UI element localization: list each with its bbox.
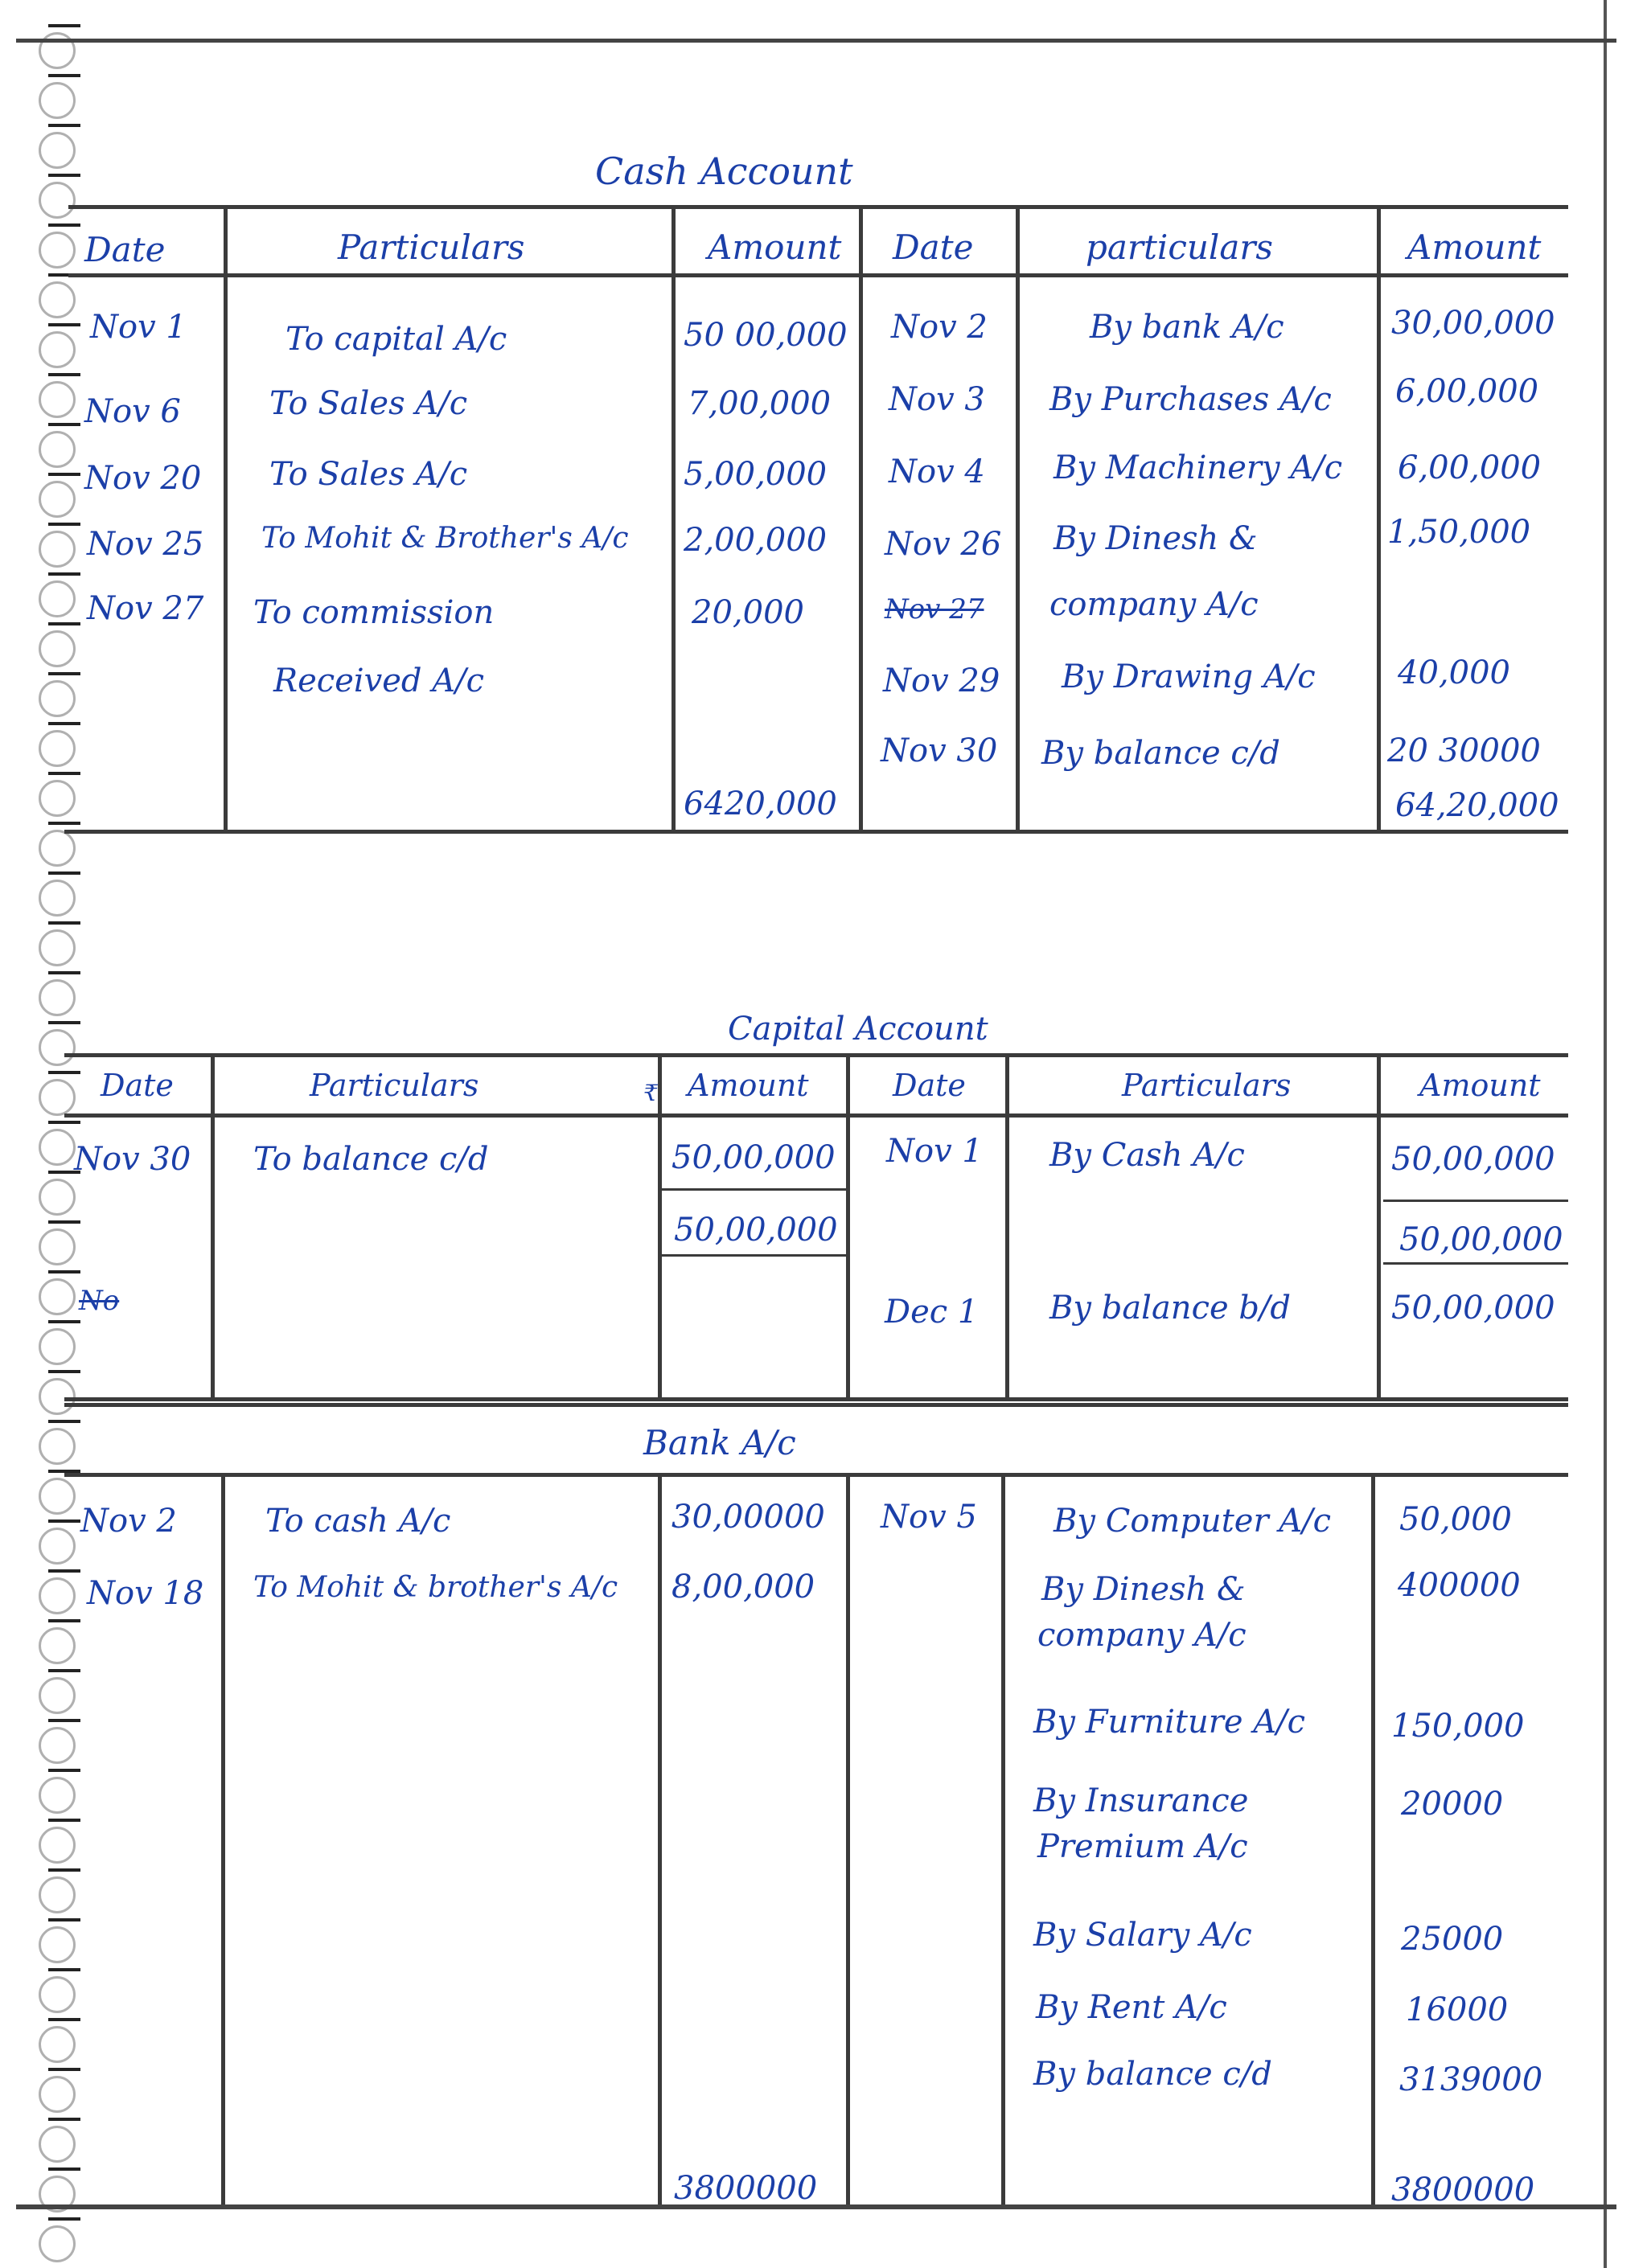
capital-next-date: Dec 1 bbox=[885, 1294, 979, 1331]
bank-credit-amount: 150,000 bbox=[1391, 1708, 1525, 1745]
cash-bottom-rule bbox=[64, 830, 1568, 834]
capital-total-rule bbox=[1383, 1262, 1568, 1265]
capital-col-divider bbox=[658, 1053, 662, 1399]
binding-ring bbox=[39, 2225, 76, 2262]
cash-header-rule bbox=[68, 273, 1568, 277]
cash-credit-amount: 30,00,000 bbox=[1391, 305, 1555, 342]
binding-notch bbox=[48, 1320, 80, 1323]
cash-debit-amount: 2,00,000 bbox=[684, 522, 828, 559]
binding-notch bbox=[48, 1669, 80, 1672]
binding-notch bbox=[48, 2217, 80, 2221]
binding-notch bbox=[48, 1968, 80, 1971]
capital-bottom-rule bbox=[64, 1397, 1568, 1401]
bank-credit-particulars: By Furniture A/c bbox=[1033, 1704, 1306, 1741]
cash-col-divider bbox=[672, 205, 676, 832]
bank-credit-amount: 20000 bbox=[1401, 1786, 1504, 1823]
binding-notch bbox=[48, 1270, 80, 1273]
capital-credit-total: 50,00,000 bbox=[1399, 1221, 1563, 1258]
cash-credit-date: Nov 26 bbox=[885, 526, 1002, 563]
capital-next-particulars: By balance b/d bbox=[1049, 1290, 1292, 1327]
binding-ring bbox=[39, 1777, 76, 1814]
cash-debit-particulars: To Sales A/c bbox=[269, 385, 468, 422]
cash-debit-particulars: Received A/c bbox=[273, 662, 485, 699]
capital-col-divider bbox=[211, 1053, 215, 1399]
cash-col-divider bbox=[1016, 205, 1020, 832]
binding-notch bbox=[48, 224, 80, 227]
binding-ring bbox=[39, 132, 76, 169]
bank-credit-particulars: By balance c/d bbox=[1033, 2056, 1272, 2093]
binding-notch bbox=[48, 323, 80, 326]
binding-notch bbox=[48, 1071, 80, 1074]
cash-debit-amount: 7,00,000 bbox=[688, 385, 832, 422]
cash-debit-total: 6420,000 bbox=[684, 785, 837, 822]
cash-credit-date: Nov 30 bbox=[881, 732, 998, 769]
binding-ring bbox=[39, 431, 76, 468]
bank-debit-date: Nov 18 bbox=[87, 1575, 204, 1612]
binding-ring bbox=[39, 331, 76, 368]
cash-credit-date: Nov 3 bbox=[889, 381, 985, 418]
binding-notch bbox=[48, 1220, 80, 1224]
capital-subtotal-rule bbox=[659, 1188, 848, 1191]
bank-header-rule bbox=[64, 1473, 1568, 1477]
capital-header-particulars: Particulars bbox=[1122, 1068, 1292, 1103]
cash-credit-amount: 1,50,000 bbox=[1387, 514, 1531, 551]
binding-notch bbox=[48, 1719, 80, 1722]
bank-debit-particulars: To cash A/c bbox=[265, 1503, 451, 1540]
bank-debit-amount: 30,00000 bbox=[672, 1499, 825, 1536]
cash-debit-date: Nov 1 bbox=[90, 309, 187, 346]
binding-ring bbox=[39, 2076, 76, 2113]
bank-debit-total: 3800000 bbox=[674, 2170, 818, 2207]
capital-col-divider bbox=[1005, 1053, 1009, 1399]
bank-credit-particulars: By Computer A/c bbox=[1054, 1503, 1332, 1540]
binding-ring bbox=[39, 680, 76, 717]
binding-notch bbox=[48, 772, 80, 775]
binding-ring bbox=[39, 1976, 76, 2013]
bank-col-divider bbox=[846, 1473, 850, 2204]
cash-credit-amount: 6,00,000 bbox=[1398, 449, 1542, 486]
top-rule bbox=[16, 39, 1616, 43]
binding-notch bbox=[48, 174, 80, 177]
capital-header-particulars: Particulars bbox=[310, 1068, 479, 1103]
binding-ring bbox=[39, 1827, 76, 1864]
binding-notch bbox=[48, 971, 80, 974]
bank-credit-particulars: company A/c bbox=[1037, 1617, 1247, 1654]
binding-notch bbox=[48, 24, 80, 27]
bank-col-divider bbox=[221, 1473, 225, 2204]
cash-credit-particulars: By bank A/c bbox=[1090, 309, 1284, 346]
binding-ring bbox=[39, 232, 76, 269]
binding-notch bbox=[48, 822, 80, 825]
binding-ring bbox=[39, 730, 76, 767]
binding-notch bbox=[48, 2168, 80, 2171]
binding-notch bbox=[48, 2068, 80, 2071]
bank-credit-amount: 400000 bbox=[1398, 1567, 1521, 1604]
cash-header-particulars: particulars bbox=[1086, 228, 1273, 267]
spiral-binding bbox=[24, 0, 88, 2268]
binding-notch bbox=[48, 1420, 80, 1423]
bank-credit-particulars: By Rent A/c bbox=[1036, 1989, 1227, 2026]
cash-col-divider bbox=[859, 205, 863, 832]
capital-debit-date: Nov 30 bbox=[74, 1141, 191, 1178]
cash-credit-particulars: By Drawing A/c bbox=[1062, 658, 1316, 695]
binding-notch bbox=[48, 872, 80, 875]
cash-credit-date: Nov 29 bbox=[883, 662, 1000, 699]
capital-header-date: Date bbox=[893, 1068, 966, 1103]
capital-next-amount: 50,00,000 bbox=[1391, 1290, 1555, 1327]
binding-ring bbox=[39, 2026, 76, 2063]
binding-notch bbox=[48, 672, 80, 675]
bank-col-divider bbox=[1371, 1473, 1375, 2204]
capital-col-divider bbox=[1377, 1053, 1381, 1399]
capital-header-amount: Amount bbox=[1419, 1068, 1541, 1103]
binding-ring bbox=[39, 1378, 76, 1415]
cash-credit-date: Nov 2 bbox=[891, 309, 988, 346]
bank-debit-particulars: To Mohit & brother's A/c bbox=[253, 1571, 618, 1604]
cash-debit-particulars: To capital A/c bbox=[285, 321, 507, 358]
bank-top-rule bbox=[64, 1403, 1568, 1407]
cash-debit-particulars: To Sales A/c bbox=[269, 456, 468, 493]
cash-debit-amount: 5,00,000 bbox=[684, 456, 828, 493]
capital-struck-date: No bbox=[79, 1285, 120, 1317]
cash-header-particulars: Particulars bbox=[338, 228, 525, 267]
bank-credit-amount: 16000 bbox=[1406, 1991, 1509, 2028]
cash-credit-total: 64,20,000 bbox=[1395, 787, 1559, 824]
bank-col-divider bbox=[1001, 1473, 1005, 2204]
binding-ring bbox=[39, 1129, 76, 1166]
binding-ring bbox=[39, 1876, 76, 1913]
binding-ring bbox=[39, 1179, 76, 1216]
binding-ring bbox=[39, 780, 76, 817]
binding-ring bbox=[39, 979, 76, 1016]
binding-ring bbox=[39, 880, 76, 917]
cash-credit-amount: 6,00,000 bbox=[1395, 373, 1539, 410]
binding-ring bbox=[39, 32, 76, 69]
binding-notch bbox=[48, 373, 80, 376]
bank-credit-particulars: By Insurance bbox=[1033, 1782, 1249, 1819]
binding-notch bbox=[48, 523, 80, 526]
cash-col-divider bbox=[224, 205, 228, 832]
capital-header-rule bbox=[64, 1113, 1568, 1118]
binding-ring bbox=[39, 281, 76, 318]
cash-header-date: Date bbox=[893, 228, 974, 267]
rupee-symbol: ₹ bbox=[643, 1080, 658, 1106]
binding-ring bbox=[39, 1029, 76, 1066]
binding-notch bbox=[48, 1520, 80, 1523]
capital-debit-amount: 50,00,000 bbox=[672, 1139, 836, 1176]
bank-col-divider bbox=[658, 1473, 662, 2204]
capital-account-title: Capital Account bbox=[728, 1011, 988, 1048]
bank-credit-amount: 50,000 bbox=[1399, 1501, 1512, 1538]
binding-notch bbox=[48, 1769, 80, 1772]
capital-header-date: Date bbox=[101, 1068, 174, 1103]
cash-debit-amount: 20,000 bbox=[692, 594, 804, 631]
binding-ring bbox=[39, 1328, 76, 1365]
binding-ring bbox=[39, 1577, 76, 1614]
cash-debit-amount: 50 00,000 bbox=[684, 317, 848, 354]
binding-notch bbox=[48, 1918, 80, 1921]
cash-debit-date: Nov 6 bbox=[84, 393, 181, 430]
binding-ring bbox=[39, 1278, 76, 1315]
cash-debit-particulars: To Mohit & Brother's A/c bbox=[261, 522, 629, 555]
cash-credit-amount: 20 30000 bbox=[1387, 732, 1541, 769]
binding-ring bbox=[39, 1627, 76, 1664]
binding-notch bbox=[48, 572, 80, 576]
cash-credit-particulars: By balance c/d bbox=[1041, 735, 1280, 772]
capital-credit-amount: 50,00,000 bbox=[1391, 1141, 1555, 1178]
cash-credit-amount: 40,000 bbox=[1398, 654, 1510, 691]
binding-ring bbox=[39, 1926, 76, 1963]
bank-credit-particulars: By Dinesh & bbox=[1041, 1571, 1246, 1608]
binding-ring bbox=[39, 1528, 76, 1565]
binding-notch bbox=[48, 1021, 80, 1024]
bank-credit-amount: 3139000 bbox=[1399, 2061, 1543, 2098]
bank-account-title: Bank A/c bbox=[643, 1423, 796, 1462]
binding-ring bbox=[39, 1677, 76, 1714]
capital-debit-total: 50,00,000 bbox=[674, 1212, 838, 1249]
cash-credit-date-struck: Nov 27 bbox=[885, 593, 984, 625]
binding-ring bbox=[39, 929, 76, 966]
binding-ring bbox=[39, 1727, 76, 1764]
page-margin-line bbox=[1604, 0, 1607, 2268]
binding-ring bbox=[39, 82, 76, 119]
capital-debit-particulars: To balance c/d bbox=[253, 1141, 489, 1178]
binding-ring bbox=[39, 1228, 76, 1265]
binding-ring bbox=[39, 1478, 76, 1515]
capital-subtotal-rule bbox=[1383, 1200, 1568, 1202]
bank-credit-particulars: Premium A/c bbox=[1037, 1828, 1248, 1865]
binding-ring bbox=[39, 381, 76, 418]
capital-top-rule bbox=[64, 1053, 1568, 1057]
binding-ring bbox=[39, 1079, 76, 1116]
capital-total-rule bbox=[659, 1254, 848, 1257]
binding-ring bbox=[39, 531, 76, 568]
binding-notch bbox=[48, 722, 80, 725]
binding-notch bbox=[48, 473, 80, 476]
bank-credit-amount: 25000 bbox=[1401, 1921, 1504, 1958]
cash-credit-particulars: By Machinery A/c bbox=[1054, 449, 1343, 486]
capital-header-amount: Amount bbox=[688, 1068, 809, 1103]
binding-notch bbox=[48, 124, 80, 127]
capital-col-divider bbox=[846, 1053, 850, 1399]
binding-notch bbox=[48, 1569, 80, 1573]
binding-ring bbox=[39, 2126, 76, 2163]
binding-notch bbox=[48, 1370, 80, 1373]
binding-ring bbox=[39, 1428, 76, 1465]
binding-notch bbox=[48, 1819, 80, 1822]
bank-debit-date: Nov 2 bbox=[80, 1503, 177, 1540]
binding-ring bbox=[39, 830, 76, 867]
cash-credit-date: Nov 4 bbox=[889, 453, 985, 490]
binding-ring bbox=[39, 580, 76, 617]
cash-header-amount: Amount bbox=[708, 228, 842, 267]
binding-ring bbox=[39, 182, 76, 219]
capital-credit-particulars: By Cash A/c bbox=[1049, 1137, 1245, 1174]
binding-notch bbox=[48, 2018, 80, 2021]
bank-debit-amount: 8,00,000 bbox=[672, 1569, 815, 1606]
bank-credit-date: Nov 5 bbox=[881, 1499, 977, 1536]
bank-credit-particulars: By Salary A/c bbox=[1033, 1917, 1252, 1954]
cash-credit-particulars: company A/c bbox=[1049, 586, 1259, 623]
cash-credit-particulars: By Dinesh & bbox=[1054, 520, 1258, 557]
cash-top-rule bbox=[68, 205, 1568, 209]
cash-account-title: Cash Account bbox=[595, 150, 853, 193]
cash-credit-particulars: By Purchases A/c bbox=[1049, 381, 1332, 418]
binding-notch bbox=[48, 1619, 80, 1622]
binding-notch bbox=[48, 1121, 80, 1124]
binding-notch bbox=[48, 2118, 80, 2121]
bank-credit-total: 3800000 bbox=[1391, 2172, 1535, 2209]
binding-notch bbox=[48, 423, 80, 426]
cash-header-date: Date bbox=[84, 230, 166, 269]
binding-notch bbox=[48, 622, 80, 625]
binding-notch bbox=[48, 921, 80, 925]
binding-notch bbox=[48, 1868, 80, 1872]
cash-debit-date: Nov 27 bbox=[87, 590, 204, 627]
binding-ring bbox=[39, 630, 76, 667]
cash-debit-particulars: To commission bbox=[253, 594, 495, 631]
cash-col-divider bbox=[1377, 205, 1381, 832]
capital-credit-date: Nov 1 bbox=[886, 1133, 983, 1170]
binding-ring bbox=[39, 481, 76, 518]
cash-header-amount: Amount bbox=[1407, 228, 1542, 267]
cash-debit-date: Nov 20 bbox=[84, 460, 202, 497]
binding-notch bbox=[48, 74, 80, 77]
cash-debit-date: Nov 25 bbox=[87, 526, 204, 563]
